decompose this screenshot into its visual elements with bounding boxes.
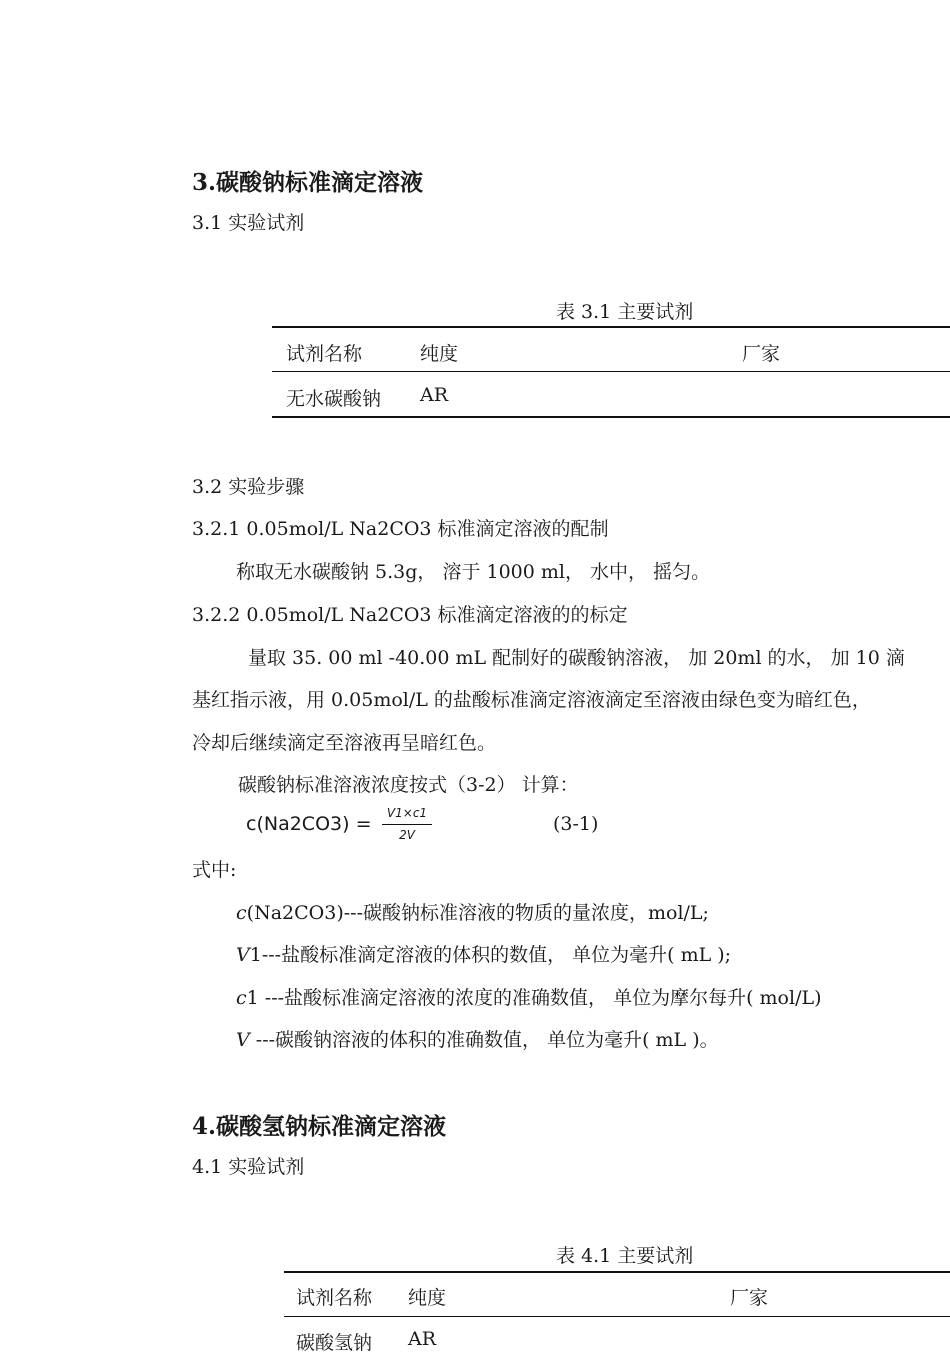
definition-c-na2co3 xyxy=(236,898,709,925)
section-3-1-heading: 3.1 实验试剂 xyxy=(192,212,305,234)
table-cell-name: 无水碳酸钠 xyxy=(286,388,382,410)
table-header-manufacturer: 厂家 xyxy=(730,1287,769,1309)
definition-v xyxy=(236,1025,719,1052)
formula-denominator: 2V xyxy=(399,828,415,842)
table-mid-rule xyxy=(284,1316,950,1317)
definition-v1 xyxy=(236,940,731,967)
paragraph-calibration-line-3: 冷却后继续滴定至溶液再呈暗红色。 xyxy=(192,732,497,754)
section-3-2-2-heading: 3.2.2 0.05mol/L Na2CO3 标准滴定溶液的的标定 xyxy=(192,604,628,626)
table-top-rule xyxy=(284,1271,950,1273)
formula-fraction-bar xyxy=(382,824,432,825)
definition-text: (Na2CO3)---碳酸钠标准溶液的物质的量浓度，mol/L; xyxy=(246,902,709,924)
paragraph-calibration-line-1: 量取 35. 00 ml -40.00 mL 配制好的碳酸钠溶液， 加 20ml 的水， 加 10 滴 xyxy=(248,647,905,669)
paragraph-calibration-line-2: 基红指示液，用 0.05mol/L 的盐酸标准滴定溶液滴定至溶液由绿色变为暗红色， xyxy=(192,689,871,711)
definition-symbol: V xyxy=(236,1029,250,1051)
table-header-name: 试剂名称 xyxy=(296,1287,373,1309)
table-4-1-caption: 表 4.1 主要试剂 xyxy=(556,1245,694,1267)
table-top-rule xyxy=(272,326,950,328)
table-header-purity: 纯度 xyxy=(420,343,459,365)
definition-c1 xyxy=(236,983,822,1010)
table-bottom-rule xyxy=(272,416,950,418)
section-4-1-heading: 4.1 实验试剂 xyxy=(192,1156,305,1178)
formula-lhs: c(Na2CO3) = xyxy=(246,813,372,835)
definition-text: ---碳酸钠溶液的体积的准确数值， 单位为毫升( mL )。 xyxy=(249,1029,719,1051)
section-3-2-1-heading: 3.2.1 0.05mol/L Na2CO3 标准滴定溶液的配制 xyxy=(192,518,609,540)
definition-text: 1---盐酸标准滴定溶液的体积的数值， 单位为毫升( mL ); xyxy=(249,944,732,966)
paragraph-preparation: 称取无水碳酸钠 5.3g， 溶于 1000 ml， 水中， 摇匀。 xyxy=(236,561,711,583)
calculation-intro: 碳酸钠标准溶液浓度按式（3-2） 计算： xyxy=(238,774,579,796)
definition-symbol: c xyxy=(236,902,247,924)
section-3-heading: 3.碳酸钠标准滴定溶液 xyxy=(192,169,424,196)
where-label: 式中: xyxy=(192,859,237,881)
formula-number: (3-1) xyxy=(553,813,599,835)
section-3-2-heading: 3.2 实验步骤 xyxy=(192,476,305,498)
definition-text: 1 ---盐酸标准滴定溶液的浓度的准确数值， 单位为摩尔每升( mol/L) xyxy=(246,987,822,1009)
table-header-manufacturer: 厂家 xyxy=(742,343,781,365)
table-header-name: 试剂名称 xyxy=(286,343,363,365)
section-4-heading: 4.碳酸氢钠标准滴定溶液 xyxy=(192,1113,447,1140)
table-cell-purity: AR xyxy=(420,384,449,406)
table-mid-rule xyxy=(272,371,950,372)
table-3-1-caption: 表 3.1 主要试剂 xyxy=(556,301,694,323)
table-cell-purity: AR xyxy=(408,1328,437,1350)
definition-symbol: c xyxy=(236,987,247,1009)
formula-numerator: V1×c1 xyxy=(386,806,428,820)
table-header-purity: 纯度 xyxy=(408,1287,447,1309)
table-cell-name: 碳酸氢钠 xyxy=(296,1332,373,1354)
definition-symbol: V xyxy=(236,944,250,966)
